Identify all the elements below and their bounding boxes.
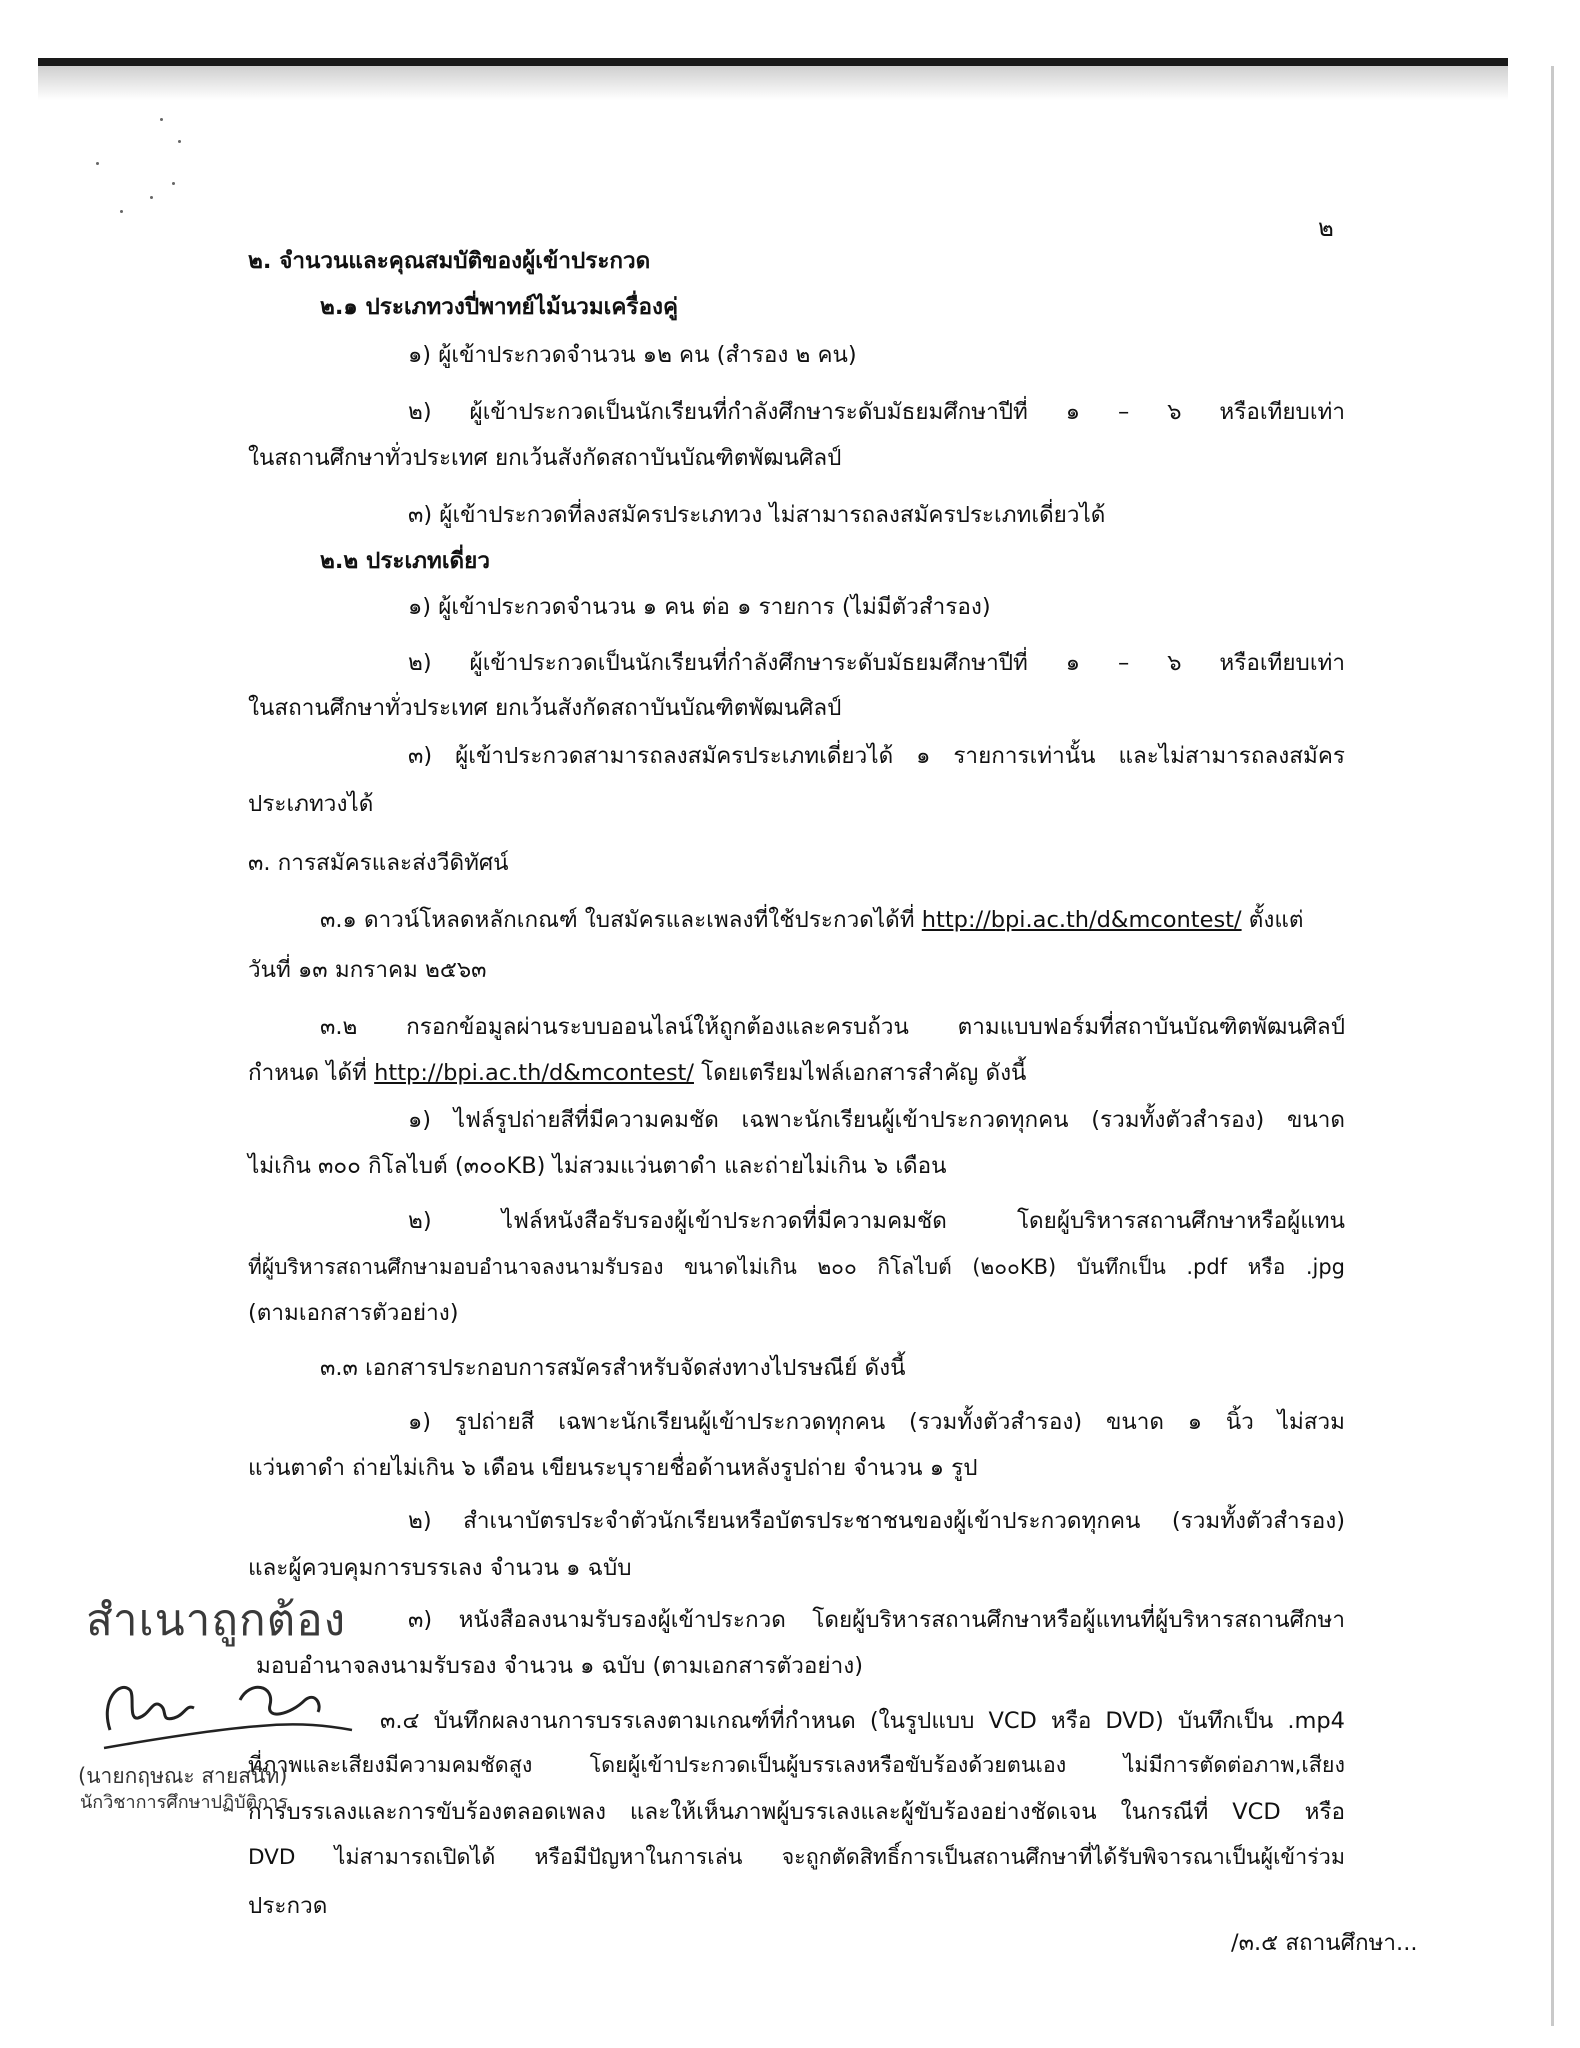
signer-position: นักวิชาการศึกษาปฏิบัติการ xyxy=(80,1792,288,1813)
section-3-3-heading: ๓.๓ เอกสารประกอบการสมัครสำหรับจัดส่งทางไปรษณีย์ ดังนี้ xyxy=(320,1355,906,1381)
paragraph-line: ๒) ไฟล์หนังสือรับรองผู้เข้าประกวดที่มีความคมชัด โดยผู้บริหารสถานศึกษาหรือผู้แทน xyxy=(408,1208,1345,1234)
scan-speck xyxy=(178,140,181,143)
paragraph-line: ๑) รูปถ่ายสี เฉพาะนักเรียนผู้เข้าประกวดทุกคน (รวมทั้งตัวสำรอง) ขนาด ๑ นิ้ว ไม่สวม xyxy=(408,1409,1345,1435)
paragraph-line: ๓.๔ บันทึกผลงานการบรรเลงตามเกณฑ์ที่กำหนด (ในรูปแบบ VCD หรือ DVD) บันทึกเป็น .mp4 xyxy=(380,1708,1345,1734)
contest-url-link[interactable]: http://bpi.ac.th/d&mcontest/ xyxy=(921,907,1242,933)
scan-speck xyxy=(96,162,99,165)
paragraph-line: และผู้ควบคุมการบรรเลง จำนวน ๑ ฉบับ xyxy=(248,1555,632,1581)
paragraph-line: ๑) ผู้เข้าประกวดจำนวน ๑ คน ต่อ ๑ รายการ (ไม่มีตัวสำรอง) xyxy=(408,594,991,620)
paragraph-line: แว่นตาดำ ถ่ายไม่เกิน ๖ เดือน เขียนระบุรายชื่อด้านหลังรูปถ่าย จำนวน ๑ รูป xyxy=(248,1455,978,1481)
page-number: ๒ xyxy=(1318,214,1334,242)
paragraph-line: ที่ภาพและเสียงมีความคมชัดสูง โดยผู้เข้าประกวดเป็นผู้บรรเลงหรือขับร้องด้วยตนเอง ไม่มีการตัดต่อภาพ,เสียง xyxy=(248,1753,1345,1778)
scan-speck xyxy=(120,210,123,213)
paragraph-line: มอบอำนาจลงนามรับรอง จำนวน ๑ ฉบับ (ตามเอกสารตัวอย่าง) xyxy=(256,1653,864,1679)
paragraph-line xyxy=(248,1058,1026,1088)
paragraph-line: ๒) สำเนาบัตรประจำตัวนักเรียนหรือบัตรประชาชนของผู้เข้าประกวดทุกคน (รวมทั้งตัวสำรอง) xyxy=(408,1508,1345,1534)
paragraph-line: ประเภทวงได้ xyxy=(248,791,374,817)
continuation-note: /๓.๕ สถานศึกษา... xyxy=(1231,1930,1418,1956)
paragraph-line: ๓.๒ กรอกข้อมูลผ่านระบบออนไลน์ให้ถูกต้องและครบถ้วน ตามแบบฟอร์มที่สถาบันบัณฑิตพัฒนศิลป์ xyxy=(320,1014,1345,1040)
paragraph-line xyxy=(320,905,1345,935)
section-3-heading: ๓. การสมัครและส่งวีดิทัศน์ xyxy=(248,850,509,876)
scan-speck xyxy=(160,118,163,121)
paragraph-text: โดยเตรียมไฟล์เอกสารสำคัญ ดังนี้ xyxy=(701,1060,1027,1086)
signature-image xyxy=(90,1660,390,1770)
paragraph-line: ๒) ผู้เข้าประกวดเป็นนักเรียนที่กำลังศึกษาระดับมัธยมศึกษาปีที่ ๑ – ๖ หรือเทียบเท่า xyxy=(408,399,1345,425)
contest-url-link[interactable]: http://bpi.ac.th/d&mcontest/ xyxy=(374,1060,694,1086)
paragraph-text: ๓.๑ ดาวน์โหลดหลักเกณฑ์ ใบสมัครและเพลงที่ใช้ประกวดได้ที่ xyxy=(320,907,915,933)
paragraph-line: ๓) หนังสือลงนามรับรองผู้เข้าประกวด โดยผู้บริหารสถานศึกษาหรือผู้แทนที่ผู้บริหารสถานศึกษา xyxy=(408,1607,1345,1633)
paragraph-text: กำหนด ได้ที่ xyxy=(248,1060,367,1086)
paragraph-line: ในสถานศึกษาทั่วประเทศ ยกเว้นสังกัดสถาบันบัณฑิตพัฒนศิลป์ xyxy=(248,695,842,721)
section-2-2-heading: ๒.๒ ประเภทเดี่ยว xyxy=(320,548,490,574)
paragraph-line: วันที่ ๑๓ มกราคม ๒๕๖๓ xyxy=(248,957,487,983)
section-2-1-heading: ๒.๑ ประเภทวงปี่พาทย์ไม้นวมเครื่องคู่ xyxy=(320,294,679,320)
paragraph-line: ๑) ผู้เข้าประกวดจำนวน ๑๒ คน (สำรอง ๒ คน) xyxy=(408,342,857,368)
certified-copy-stamp: สำเนาถูกต้อง xyxy=(86,1595,347,1646)
paragraph-line: (ตามเอกสารตัวอย่าง) xyxy=(248,1300,459,1326)
paragraph-line: ๒) ผู้เข้าประกวดเป็นนักเรียนที่กำลังศึกษาระดับมัธยมศึกษาปีที่ ๑ – ๖ หรือเทียบเท่า xyxy=(408,650,1345,676)
section-2-heading: ๒. จำนวนและคุณสมบัติของผู้เข้าประกวด xyxy=(248,248,651,274)
scan-speck xyxy=(150,196,153,199)
paragraph-line: ๑) ไฟล์รูปถ่ายสีที่มีความคมชัด เฉพาะนักเรียนผู้เข้าประกวดทุกคน (รวมทั้งตัวสำรอง) ขนาด xyxy=(408,1107,1345,1133)
signer-name: (นายกฤษณะ สายสนิท) xyxy=(78,1764,288,1788)
paragraph-line: ไม่เกิน ๓๐๐ กิโลไบต์ (๓๐๐KB) ไม่สวมแว่นตาดำ และถ่ายไม่เกิน ๖ เดือน xyxy=(248,1153,947,1179)
paragraph-line: ๓) ผู้เข้าประกวดที่ลงสมัครประเภทวง ไม่สามารถลงสมัครประเภทเดี่ยวได้ xyxy=(408,502,1106,528)
paragraph-line: ในสถานศึกษาทั่วประเทศ ยกเว้นสังกัดสถาบันบัณฑิตพัฒนศิลป์ xyxy=(248,445,842,471)
scan-shadow xyxy=(38,66,1508,100)
paragraph-line: ที่ผู้บริหารสถานศึกษามอบอำนาจลงนามรับรอง ขนาดไม่เกิน ๒๐๐ กิโลไบต์ (๒๐๐KB) บันทึกเป็น .pdf หรือ .jpg xyxy=(248,1255,1345,1279)
paragraph-line: DVD ไม่สามารถเปิดได้ หรือมีปัญหาในการเล่น จะถูกตัดสิทธิ์การเป็นสถานศึกษาที่ได้รับพิจารณาเป็นผู้เข้าร่วม xyxy=(248,1845,1345,1870)
paragraph-line: การบรรเลงและการขับร้องตลอดเพลง และให้เห็นภาพผู้บรรเลงและผู้ขับร้องอย่างชัดเจน ในกรณีที่ VCD หรือ xyxy=(248,1799,1345,1825)
scan-speck xyxy=(172,182,175,185)
paragraph-line: ประกวด xyxy=(248,1893,328,1919)
paragraph-text: ตั้งแต่ xyxy=(1248,907,1304,933)
scan-right-edge xyxy=(1551,66,1554,2026)
paragraph-line: ๓) ผู้เข้าประกวดสามารถลงสมัครประเภทเดี่ยวได้ ๑ รายการเท่านั้น และไม่สามารถลงสมัคร xyxy=(408,743,1345,769)
scan-top-border xyxy=(38,58,1508,66)
